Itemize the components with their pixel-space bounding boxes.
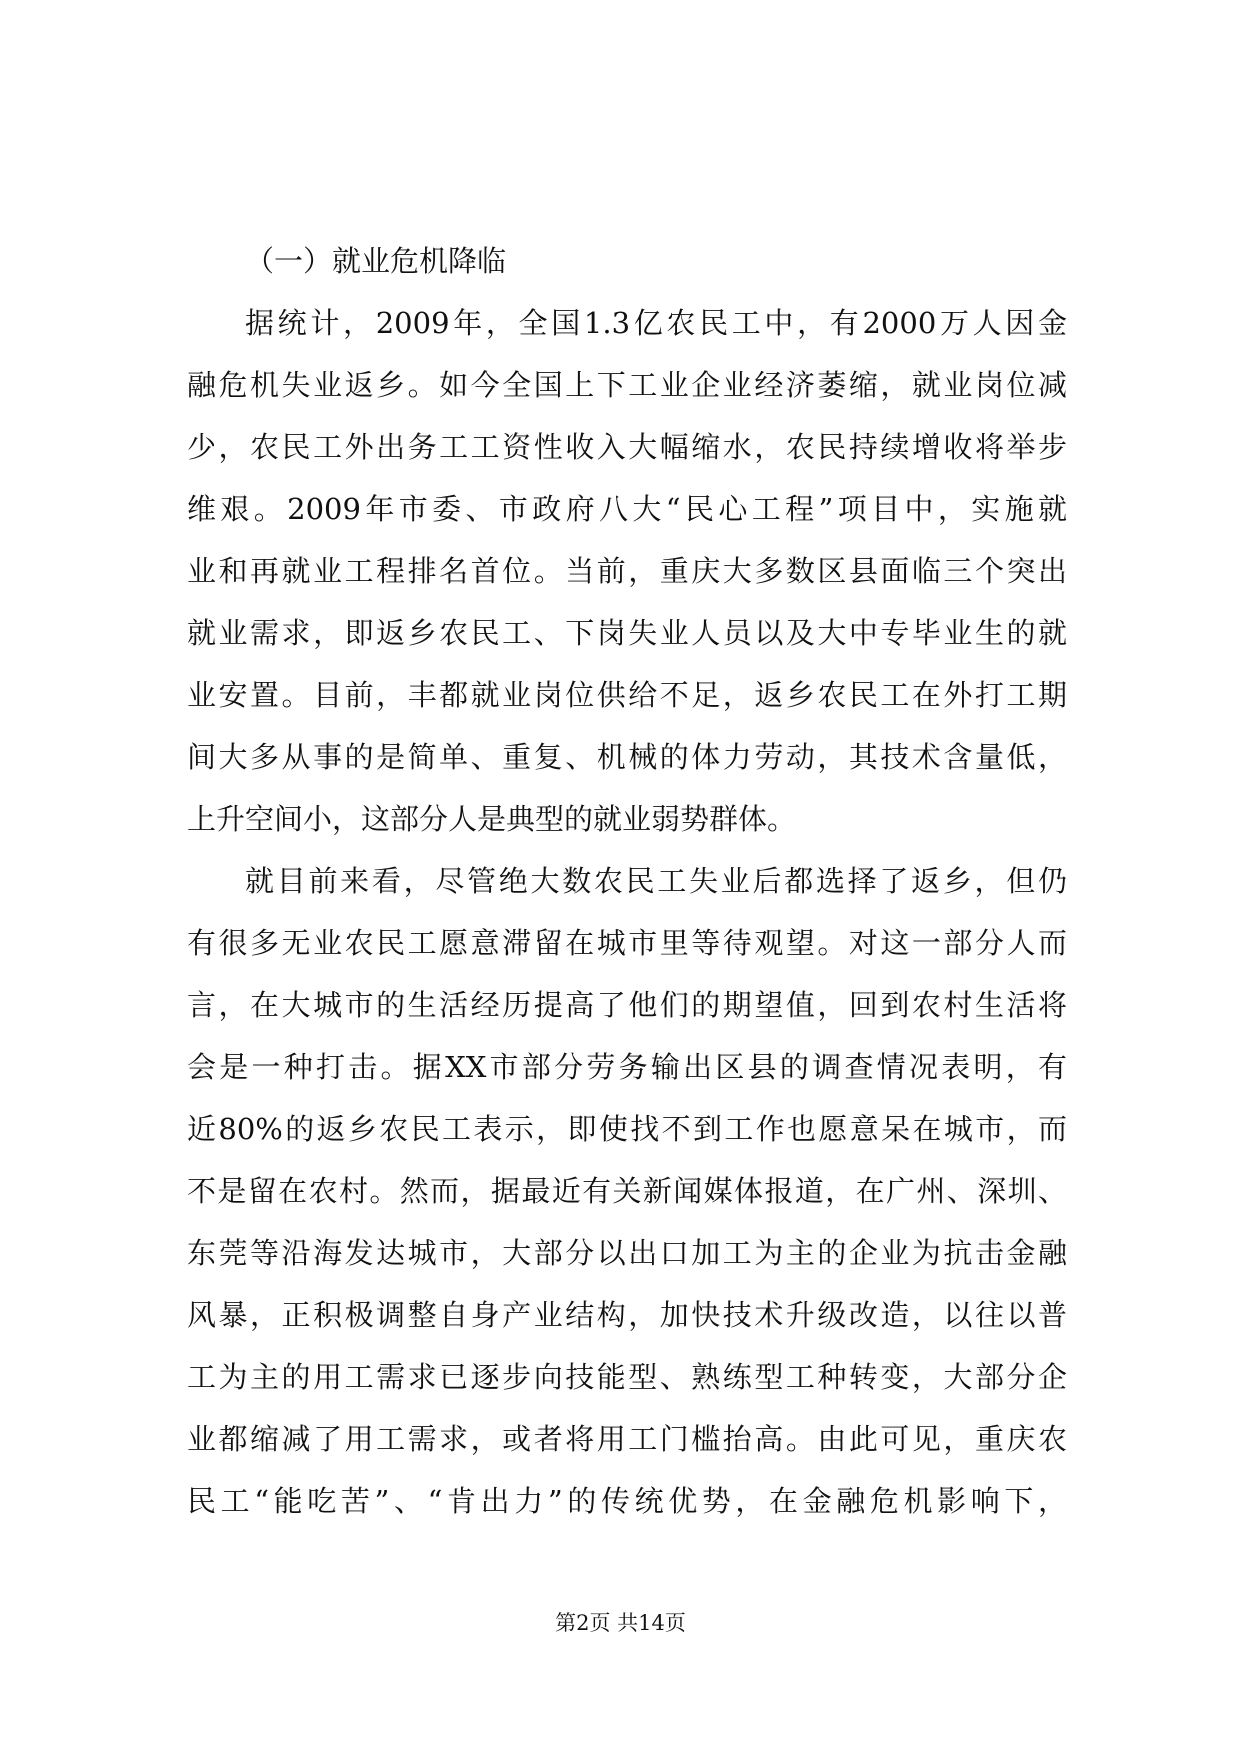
paragraph-line: 维艰。2009年市委、市政府八大“民心工程”项目中，实施就: [187, 492, 1067, 526]
page-number-label: 第2页 共14页: [555, 1611, 686, 1635]
paragraph-line: 业安置。目前，丰都就业岗位供给不足，返乡农民工在外打工期: [187, 678, 1067, 712]
section-heading: （一）就业危机降临: [245, 244, 507, 278]
paragraph-line: 上升空间小，这部分人是典型的就业弱势群体。: [187, 802, 797, 836]
paragraph-line: 据统计，2009年，全国1.3亿农民工中，有2000万人因金: [245, 306, 1067, 340]
paragraph-1: [187, 292, 1067, 850]
paragraph-line: 东莞等沿海发达城市，大部分以出口加工为主的企业为抗击金融: [187, 1236, 1067, 1270]
document-body: [187, 230, 1067, 1532]
paragraph-line: 工为主的用工需求已逐步向技能型、熟练型工种转变，大部分企: [187, 1360, 1067, 1394]
paragraph-line: 民工“能吃苦”、“肯出力”的传统优势，在金融危机影响下，: [187, 1484, 1067, 1518]
paragraph-line: 言，在大城市的生活经历提高了他们的期望值，回到农村生活将: [187, 988, 1067, 1022]
paragraph-2: [187, 850, 1067, 1532]
paragraph-line: 有很多无业农民工愿意滞留在城市里等待观望。对这一部分人而: [187, 926, 1067, 960]
paragraph-line: 风暴，正积极调整自身产业结构，加快技术升级改造，以往以普: [187, 1298, 1067, 1332]
paragraph-line: 不是留在农村。然而，据最近有关新闻媒体报道，在广州、深圳、: [187, 1174, 1067, 1208]
paragraph-line: 间大多从事的是简单、重复、机械的体力劳动，其技术含量低，: [187, 740, 1067, 774]
paragraph-line: 融危机失业返乡。如今全国上下工业企业经济萎缩，就业岗位减: [187, 368, 1067, 402]
paragraph-line: 业和再就业工程排名首位。当前，重庆大多数区县面临三个突出: [187, 554, 1067, 588]
paragraph-line: 业都缩减了用工需求，或者将用工门槛抬高。由此可见，重庆农: [187, 1422, 1067, 1456]
page-footer: [0, 1608, 1241, 1638]
paragraph-line: 会是一种打击。据XX市部分劳务输出区县的调查情况表明，有: [187, 1050, 1067, 1084]
paragraph-line: 就目前来看，尽管绝大数农民工失业后都选择了返乡，但仍: [245, 864, 1067, 898]
paragraph-line: 就业需求，即返乡农民工、下岗失业人员以及大中专毕业生的就: [187, 616, 1067, 650]
paragraph-line: 少，农民工外出务工工资性收入大幅缩水，农民持续增收将举步: [187, 430, 1067, 464]
paragraph-line: 近80%的返乡农民工表示，即使找不到工作也愿意呆在城市，而: [187, 1112, 1067, 1146]
